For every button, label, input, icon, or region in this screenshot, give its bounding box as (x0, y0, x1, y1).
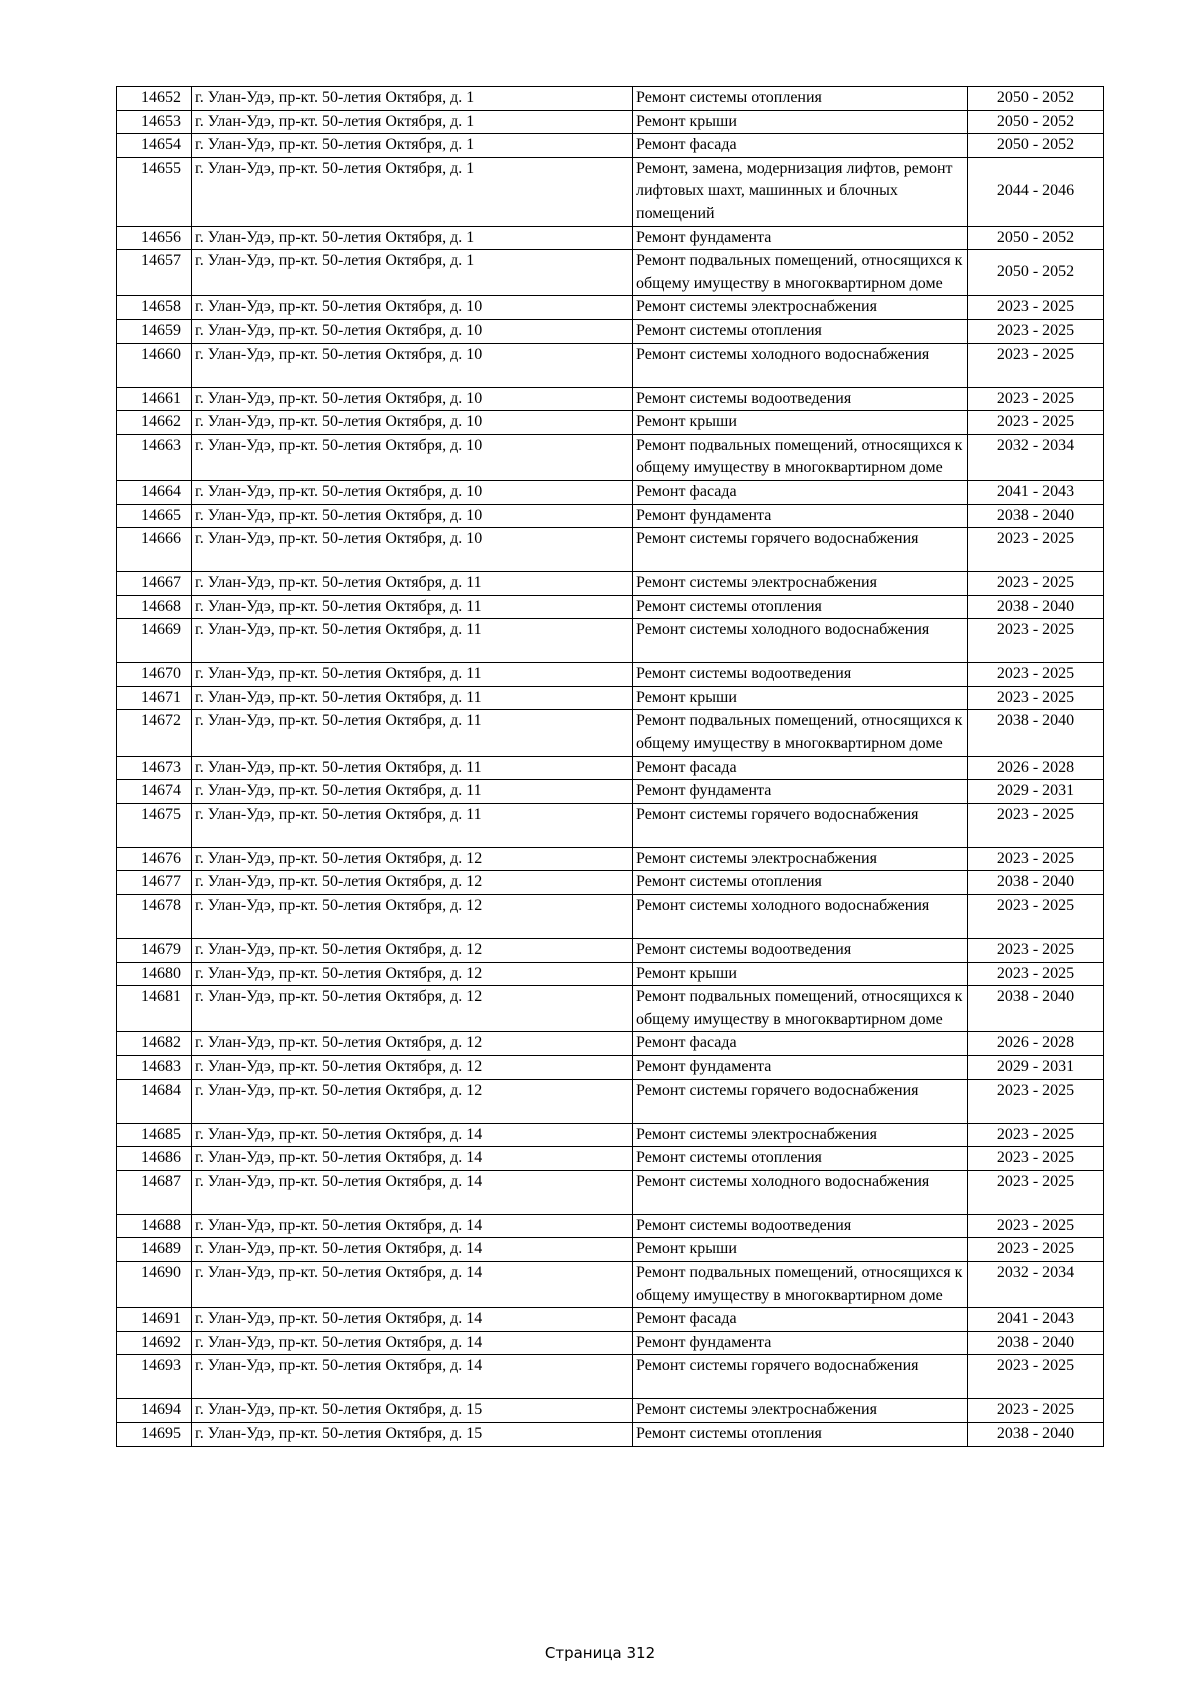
table-row (117, 1355, 1104, 1399)
address-cell: г. Улан-Удэ, пр-кт. 50-летия Октября, д. 10 (192, 434, 633, 480)
period-cell: 2038 - 2040 (968, 504, 1104, 528)
table-row (117, 1079, 1104, 1123)
row-number-cell: 14668 (117, 595, 192, 619)
period-cell: 2050 - 2052 (968, 134, 1104, 158)
period-cell: 2023 - 2025 (968, 939, 1104, 963)
work-type-cell: Ремонт крыши (633, 411, 968, 435)
row-number-cell: 14673 (117, 756, 192, 780)
table-row (117, 572, 1104, 596)
row-number-cell: 14691 (117, 1308, 192, 1332)
period-cell: 2023 - 2025 (968, 1079, 1104, 1123)
work-type-cell: Ремонт системы горячего водоснабжения (633, 803, 968, 847)
period-cell: 2041 - 2043 (968, 480, 1104, 504)
address-cell: г. Улан-Удэ, пр-кт. 50-летия Октября, д. 10 (192, 343, 633, 387)
row-number-cell: 14688 (117, 1214, 192, 1238)
row-number-cell: 14689 (117, 1238, 192, 1262)
row-number-cell: 14684 (117, 1079, 192, 1123)
work-type-cell: Ремонт системы водоотведения (633, 387, 968, 411)
period-cell: 2038 - 2040 (968, 1422, 1104, 1446)
work-type-cell: Ремонт подвальных помещений, относящихся к общему имуществу в многоквартирном доме (633, 1261, 968, 1307)
work-type-cell: Ремонт подвальных помещений, относящихся к общему имуществу в многоквартирном доме (633, 710, 968, 756)
table-row (117, 1056, 1104, 1080)
table-row (117, 1308, 1104, 1332)
row-number-cell: 14663 (117, 434, 192, 480)
work-type-cell: Ремонт системы холодного водоснабжения (633, 343, 968, 387)
table-row (117, 871, 1104, 895)
table-row (117, 619, 1104, 663)
address-cell: г. Улан-Удэ, пр-кт. 50-летия Октября, д. 14 (192, 1214, 633, 1238)
address-cell: г. Улан-Удэ, пр-кт. 50-летия Октября, д. 14 (192, 1308, 633, 1332)
work-type-cell: Ремонт фасада (633, 480, 968, 504)
period-cell: 2023 - 2025 (968, 1147, 1104, 1171)
row-number-cell: 14675 (117, 803, 192, 847)
address-cell: г. Улан-Удэ, пр-кт. 50-летия Октября, д. 14 (192, 1238, 633, 1262)
work-type-cell: Ремонт системы электроснабжения (633, 1399, 968, 1423)
address-cell: г. Улан-Удэ, пр-кт. 50-летия Октября, д. 14 (192, 1147, 633, 1171)
table-row (117, 1032, 1104, 1056)
address-cell: г. Улан-Удэ, пр-кт. 50-летия Октября, д. 11 (192, 572, 633, 596)
table-row (117, 1238, 1104, 1262)
table-row (117, 411, 1104, 435)
row-number-cell: 14672 (117, 710, 192, 756)
period-cell: 2029 - 2031 (968, 780, 1104, 804)
work-type-cell: Ремонт системы отопления (633, 87, 968, 111)
row-number-cell: 14658 (117, 296, 192, 320)
table-row (117, 343, 1104, 387)
work-type-cell: Ремонт системы водоотведения (633, 663, 968, 687)
work-type-cell: Ремонт системы горячего водоснабжения (633, 1355, 968, 1399)
address-cell: г. Улан-Удэ, пр-кт. 50-летия Октября, д. 12 (192, 1032, 633, 1056)
work-type-cell: Ремонт системы водоотведения (633, 1214, 968, 1238)
period-cell: 2032 - 2034 (968, 434, 1104, 480)
work-type-cell: Ремонт фундамента (633, 504, 968, 528)
row-number-cell: 14652 (117, 87, 192, 111)
period-cell: 2023 - 2025 (968, 1170, 1104, 1214)
table-row (117, 780, 1104, 804)
period-cell: 2023 - 2025 (968, 1214, 1104, 1238)
address-cell: г. Улан-Удэ, пр-кт. 50-летия Октября, д. 12 (192, 895, 633, 939)
period-cell: 2023 - 2025 (968, 663, 1104, 687)
row-number-cell: 14667 (117, 572, 192, 596)
address-cell: г. Улан-Удэ, пр-кт. 50-летия Октября, д. 14 (192, 1170, 633, 1214)
address-cell: г. Улан-Удэ, пр-кт. 50-летия Октября, д. 11 (192, 803, 633, 847)
row-number-cell: 14683 (117, 1056, 192, 1080)
address-cell: г. Улан-Удэ, пр-кт. 50-летия Октября, д. 10 (192, 504, 633, 528)
row-number-cell: 14693 (117, 1355, 192, 1399)
table-row (117, 663, 1104, 687)
row-number-cell: 14669 (117, 619, 192, 663)
table-row (117, 87, 1104, 111)
period-cell: 2023 - 2025 (968, 411, 1104, 435)
period-cell: 2023 - 2025 (968, 1355, 1104, 1399)
work-type-cell: Ремонт системы холодного водоснабжения (633, 895, 968, 939)
work-type-cell: Ремонт крыши (633, 686, 968, 710)
table-row (117, 250, 1104, 296)
table-row (117, 226, 1104, 250)
table-row (117, 986, 1104, 1032)
period-cell: 2029 - 2031 (968, 1056, 1104, 1080)
period-cell: 2050 - 2052 (968, 87, 1104, 111)
work-type-cell: Ремонт системы водоотведения (633, 939, 968, 963)
period-cell: 2050 - 2052 (968, 226, 1104, 250)
table-row (117, 1123, 1104, 1147)
work-type-cell: Ремонт системы холодного водоснабжения (633, 619, 968, 663)
row-number-cell: 14662 (117, 411, 192, 435)
table-row (117, 847, 1104, 871)
table-row (117, 895, 1104, 939)
row-number-cell: 14670 (117, 663, 192, 687)
row-number-cell: 14659 (117, 319, 192, 343)
table-row (117, 157, 1104, 226)
period-cell: 2044 - 2046 (968, 157, 1104, 226)
work-type-cell: Ремонт фундамента (633, 780, 968, 804)
period-cell: 2023 - 2025 (968, 847, 1104, 871)
work-type-cell: Ремонт системы отопления (633, 1422, 968, 1446)
table-row (117, 595, 1104, 619)
period-cell: 2038 - 2040 (968, 595, 1104, 619)
address-cell: г. Улан-Удэ, пр-кт. 50-летия Октября, д. 10 (192, 411, 633, 435)
table-row (117, 319, 1104, 343)
work-type-cell: Ремонт системы электроснабжения (633, 1123, 968, 1147)
period-cell: 2023 - 2025 (968, 572, 1104, 596)
table-row (117, 1214, 1104, 1238)
row-number-cell: 14654 (117, 134, 192, 158)
work-type-cell: Ремонт, замена, модернизация лифтов, ремонт лифтовых шахт, машинных и блочных помещений (633, 157, 968, 226)
row-number-cell: 14657 (117, 250, 192, 296)
table-row (117, 939, 1104, 963)
work-type-cell: Ремонт фасада (633, 1308, 968, 1332)
row-number-cell: 14671 (117, 686, 192, 710)
address-cell: г. Улан-Удэ, пр-кт. 50-летия Октября, д. 11 (192, 780, 633, 804)
work-type-cell: Ремонт системы электроснабжения (633, 296, 968, 320)
work-type-cell: Ремонт системы отопления (633, 319, 968, 343)
address-cell: г. Улан-Удэ, пр-кт. 50-летия Октября, д. 10 (192, 480, 633, 504)
address-cell: г. Улан-Удэ, пр-кт. 50-летия Октября, д. 14 (192, 1261, 633, 1307)
address-cell: г. Улан-Удэ, пр-кт. 50-летия Октября, д. 1 (192, 87, 633, 111)
work-type-cell: Ремонт крыши (633, 1238, 968, 1262)
work-type-cell: Ремонт подвальных помещений, относящихся к общему имуществу в многоквартирном доме (633, 250, 968, 296)
address-cell: г. Улан-Удэ, пр-кт. 50-летия Октября, д. 10 (192, 387, 633, 411)
work-type-cell: Ремонт системы электроснабжения (633, 847, 968, 871)
row-number-cell: 14685 (117, 1123, 192, 1147)
period-cell: 2026 - 2028 (968, 1032, 1104, 1056)
work-type-cell: Ремонт фасада (633, 1032, 968, 1056)
address-cell: г. Улан-Удэ, пр-кт. 50-летия Октября, д. 12 (192, 986, 633, 1032)
period-cell: 2050 - 2052 (968, 250, 1104, 296)
period-cell: 2032 - 2034 (968, 1261, 1104, 1307)
work-type-cell: Ремонт подвальных помещений, относящихся к общему имуществу в многоквартирном доме (633, 434, 968, 480)
address-cell: г. Улан-Удэ, пр-кт. 50-летия Октября, д. 1 (192, 157, 633, 226)
work-type-cell: Ремонт фундамента (633, 226, 968, 250)
table-row (117, 296, 1104, 320)
period-cell: 2023 - 2025 (968, 895, 1104, 939)
table-row (117, 1331, 1104, 1355)
table-row (117, 110, 1104, 134)
row-number-cell: 14681 (117, 986, 192, 1032)
table-row (117, 528, 1104, 572)
work-type-cell: Ремонт фасада (633, 134, 968, 158)
work-type-cell: Ремонт системы отопления (633, 871, 968, 895)
work-type-cell: Ремонт системы отопления (633, 1147, 968, 1171)
row-number-cell: 14655 (117, 157, 192, 226)
address-cell: г. Улан-Удэ, пр-кт. 50-летия Октября, д. 12 (192, 847, 633, 871)
address-cell: г. Улан-Удэ, пр-кт. 50-летия Октября, д. 12 (192, 939, 633, 963)
table-row (117, 1422, 1104, 1446)
table-row (117, 1399, 1104, 1423)
period-cell: 2023 - 2025 (968, 343, 1104, 387)
period-cell: 2023 - 2025 (968, 803, 1104, 847)
row-number-cell: 14664 (117, 480, 192, 504)
address-cell: г. Улан-Удэ, пр-кт. 50-летия Октября, д. 12 (192, 871, 633, 895)
address-cell: г. Улан-Удэ, пр-кт. 50-летия Октября, д. 11 (192, 619, 633, 663)
period-cell: 2023 - 2025 (968, 528, 1104, 572)
page-number: Страница 312 (544, 1644, 656, 1662)
period-cell: 2050 - 2052 (968, 110, 1104, 134)
row-number-cell: 14687 (117, 1170, 192, 1214)
address-cell: г. Улан-Удэ, пр-кт. 50-летия Октября, д. 11 (192, 756, 633, 780)
period-cell: 2023 - 2025 (968, 296, 1104, 320)
table-row (117, 962, 1104, 986)
work-type-cell: Ремонт фасада (633, 756, 968, 780)
period-cell: 2023 - 2025 (968, 962, 1104, 986)
address-cell: г. Улан-Удэ, пр-кт. 50-летия Октября, д. 10 (192, 319, 633, 343)
address-cell: г. Улан-Удэ, пр-кт. 50-летия Октября, д. 11 (192, 663, 633, 687)
period-cell: 2041 - 2043 (968, 1308, 1104, 1332)
address-cell: г. Улан-Удэ, пр-кт. 50-летия Октября, д. 15 (192, 1422, 633, 1446)
row-number-cell: 14690 (117, 1261, 192, 1307)
table-row (117, 387, 1104, 411)
address-cell: г. Улан-Удэ, пр-кт. 50-летия Октября, д. 14 (192, 1355, 633, 1399)
row-number-cell: 14653 (117, 110, 192, 134)
period-cell: 2038 - 2040 (968, 986, 1104, 1032)
table-row (117, 434, 1104, 480)
address-cell: г. Улан-Удэ, пр-кт. 50-летия Октября, д. 14 (192, 1123, 633, 1147)
address-cell: г. Улан-Удэ, пр-кт. 50-летия Октября, д. 11 (192, 710, 633, 756)
work-type-cell: Ремонт системы горячего водоснабжения (633, 1079, 968, 1123)
period-cell: 2023 - 2025 (968, 319, 1104, 343)
period-cell: 2026 - 2028 (968, 756, 1104, 780)
address-cell: г. Улан-Удэ, пр-кт. 50-летия Октября, д. 14 (192, 1331, 633, 1355)
row-number-cell: 14660 (117, 343, 192, 387)
row-number-cell: 14677 (117, 871, 192, 895)
table-row (117, 686, 1104, 710)
table-row (117, 480, 1104, 504)
period-cell: 2023 - 2025 (968, 686, 1104, 710)
period-cell: 2023 - 2025 (968, 1123, 1104, 1147)
period-cell: 2023 - 2025 (968, 1238, 1104, 1262)
row-number-cell: 14680 (117, 962, 192, 986)
period-cell: 2023 - 2025 (968, 619, 1104, 663)
work-type-cell: Ремонт крыши (633, 962, 968, 986)
work-type-cell: Ремонт подвальных помещений, относящихся к общему имуществу в многоквартирном доме (633, 986, 968, 1032)
work-type-cell: Ремонт крыши (633, 110, 968, 134)
table-row (117, 1147, 1104, 1171)
address-cell: г. Улан-Удэ, пр-кт. 50-летия Октября, д. 1 (192, 134, 633, 158)
address-cell: г. Улан-Удэ, пр-кт. 50-летия Октября, д. 11 (192, 686, 633, 710)
work-type-cell: Ремонт фундамента (633, 1331, 968, 1355)
address-cell: г. Улан-Удэ, пр-кт. 50-летия Октября, д. 15 (192, 1399, 633, 1423)
work-type-cell: Ремонт фундамента (633, 1056, 968, 1080)
work-type-cell: Ремонт системы электроснабжения (633, 572, 968, 596)
address-cell: г. Улан-Удэ, пр-кт. 50-летия Октября, д. 1 (192, 250, 633, 296)
address-cell: г. Улан-Удэ, пр-кт. 50-летия Октября, д. 10 (192, 528, 633, 572)
period-cell: 2038 - 2040 (968, 871, 1104, 895)
address-cell: г. Улан-Удэ, пр-кт. 50-летия Октября, д. 12 (192, 1079, 633, 1123)
work-type-cell: Ремонт системы горячего водоснабжения (633, 528, 968, 572)
row-number-cell: 14676 (117, 847, 192, 871)
row-number-cell: 14674 (117, 780, 192, 804)
address-cell: г. Улан-Удэ, пр-кт. 50-летия Октября, д. 11 (192, 595, 633, 619)
table-body (117, 87, 1104, 1447)
address-cell: г. Улан-Удэ, пр-кт. 50-летия Октября, д. 1 (192, 226, 633, 250)
table-row (117, 710, 1104, 756)
row-number-cell: 14661 (117, 387, 192, 411)
address-cell: г. Улан-Удэ, пр-кт. 50-летия Октября, д. 12 (192, 1056, 633, 1080)
work-schedule-table (116, 86, 1104, 1447)
address-cell: г. Улан-Удэ, пр-кт. 50-летия Октября, д. 10 (192, 296, 633, 320)
address-cell: г. Улан-Удэ, пр-кт. 50-летия Октября, д. 12 (192, 962, 633, 986)
work-type-cell: Ремонт системы отопления (633, 595, 968, 619)
table-row (117, 1261, 1104, 1307)
row-number-cell: 14678 (117, 895, 192, 939)
period-cell: 2038 - 2040 (968, 1331, 1104, 1355)
row-number-cell: 14656 (117, 226, 192, 250)
row-number-cell: 14695 (117, 1422, 192, 1446)
row-number-cell: 14694 (117, 1399, 192, 1423)
period-cell: 2038 - 2040 (968, 710, 1104, 756)
table-row (117, 756, 1104, 780)
table-row (117, 803, 1104, 847)
row-number-cell: 14679 (117, 939, 192, 963)
table-row (117, 134, 1104, 158)
period-cell: 2023 - 2025 (968, 1399, 1104, 1423)
table-row (117, 1170, 1104, 1214)
row-number-cell: 14682 (117, 1032, 192, 1056)
work-type-cell: Ремонт системы холодного водоснабжения (633, 1170, 968, 1214)
row-number-cell: 14666 (117, 528, 192, 572)
address-cell: г. Улан-Удэ, пр-кт. 50-летия Октября, д. 1 (192, 110, 633, 134)
row-number-cell: 14665 (117, 504, 192, 528)
row-number-cell: 14686 (117, 1147, 192, 1171)
table-row (117, 504, 1104, 528)
period-cell: 2023 - 2025 (968, 387, 1104, 411)
row-number-cell: 14692 (117, 1331, 192, 1355)
